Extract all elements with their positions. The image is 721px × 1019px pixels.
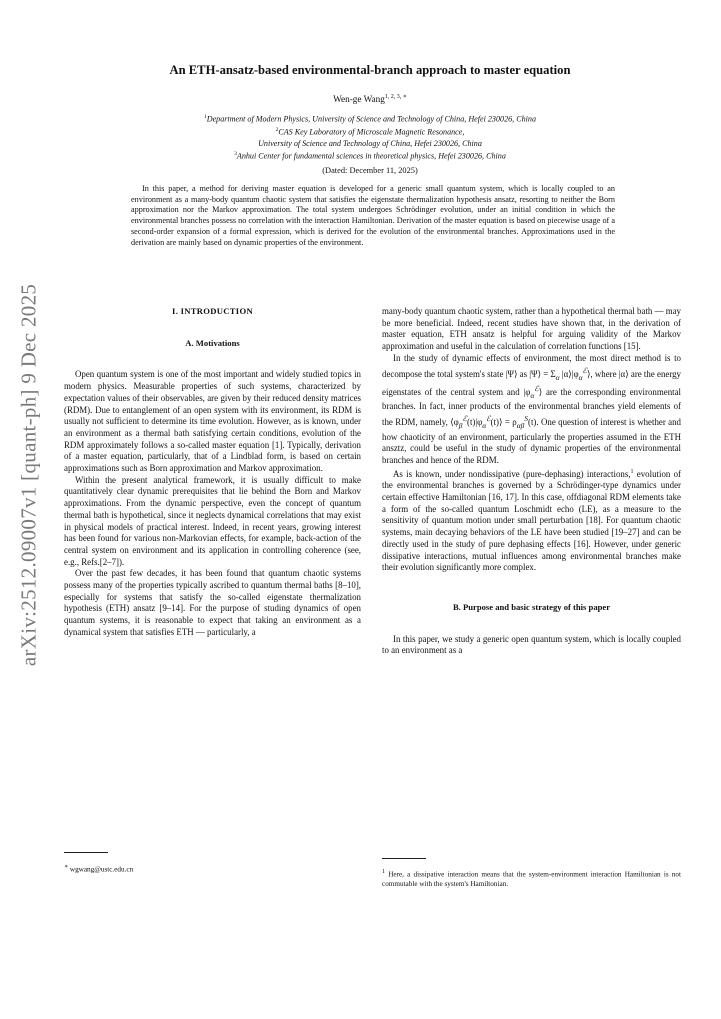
left-column [64, 306, 361, 639]
paragraph-6: As is known, under nondissipative (pure-dephasing) interactions,$^1$ evolution of the environmental branches is governed by a Schrödinger-type dynamics under certain effective Hamiltonian [16, 17]. In this case, offdiagonal RDM elements take a form of the so-called quantum Loschmidt echo (LE), as a measure to the sensitivity of quantum motion under small perturbation [18]. For quantum chaotic systems, main decaying behaviors of the LE have been studied [19–27] and can be directly used in the study of pure dephasing effects [16]. However, under generic dissipative interactions, mutual influences among environmental branches make their evolution significantly more complex. [382, 468, 681, 573]
affiliation-2: $^2$CAS Key Laboratory of Microscale Magnetic Resonance, [275, 126, 465, 137]
footnote-marker: 1 [630, 468, 634, 475]
affiliations [60, 112, 680, 161]
date-line: (Dated: December 11, 2025) [322, 166, 418, 175]
abstract: In this paper, a method for deriving master equation is developed for a generic small quantum system, which is locally coupled to an environment as a many-body quantum chaotic system that satisfies the eigenstate thermalization hypothesis ansatz, resorting to neither the Born approximation nor the Markov approximation. The total system undergoes Schrödinger evolution, under an initial condition in which the environmental branches possess no correlation with the interaction Hamiltonian. Derivation of the master equation is based on piecewise usage of a second-order expansion of a formal expression, which is derived for the evolution of the environmental branches. Approximations used in the derivation are mainly based on dynamic properties of the environment. [131, 184, 615, 247]
footnote-rule-left [64, 852, 108, 853]
section-heading-introduction: I. INTRODUCTION [172, 306, 253, 316]
arxiv-stamp [14, 283, 44, 667]
footnote-email: ∗ wgwang@ustc.edu.cn [64, 864, 134, 874]
affiliation-1: $^1$Department of Modern Physics, University of Science and Technology of China, Hefei 230026, China [204, 114, 536, 124]
paragraph-4: many-body quantum chaotic system, rather than a hypothetical thermal bath — may be more beneficial. Indeed, recent studies have shown that, in the derivation of master equation, ETH ansatz is helpful for arguing validity of the Markov approximation and useful in the calculation of correlation functions [15]. [382, 306, 681, 352]
paragraph-3: Over the past few decades, it has been found that quantum chaotic systems possess many of the properties typically ascribed to quantum thermal baths [8–10], especially for systems that satisfy the so-called eigenstate thermalization hypothesis (ETH) ansatz [9–14]. For the purpose of studing dynamics of open quantum systems, it is reasonable to expect that taking an environment as a dynamical system that satisfies ETH — particularly, a [64, 568, 361, 637]
author-marks: 1, 2, 3, ∗ [384, 94, 407, 100]
paragraph-7: In this paper, we study a generic open quantum system, which is locally coupled to an environment as a [382, 633, 681, 656]
affiliation-2-cont: University of Science and Technology of China, Hefei 230026, China [258, 138, 482, 148]
footnote-rule-right [382, 858, 426, 859]
author-line [60, 93, 680, 104]
subsection-heading-purpose: B. Purpose and basic strategy of this paper [452, 601, 611, 612]
paragraph-5: In the study of dynamic effects of environment, the most direct method is to decompose the total system's state |Ψ⟩ as |Ψ⟩ = $\Sigma_\alpha$ $|\alpha⟩|\varphi_\alpha^ℰ⟩$, where |α⟩ are the energy eigenstates of the central system and $|\varphi_\alpha^ℰ⟩$ are the corresponding environmental branches. In fact, inner products of the environmental branches yield elements of the RDM, namely, $⟨\varphi_\beta^ℰ(t)|\varphi_\alpha^ℰ(t)⟩ = \rho_{\alpha\beta}^S(t)$. One question of interest is whether and how chaoticity of an environment, particularly the properties assumed in the ETH ansztz, could be useful in the study of dynamic properties of the environmental branches and hence of the RDM. [382, 352, 681, 465]
author-name: Wen-ge Wang [333, 94, 385, 105]
paper-title: An ETH-ansatz-based environmental-branch approach to master equation [169, 63, 571, 77]
footnote-dissipative: $^1$ Here, a dissipative interaction means that the system-environment interaction Hamiltonian is not commutable with the system's Hamiltonian. [382, 869, 681, 888]
right-column [382, 306, 681, 657]
affiliation-3: $^3$Anhui Center for fundamental sciences in theoretical physics, Hefei 230026, China [234, 150, 506, 161]
subsection-heading-motivations: A. Motivations [185, 337, 240, 348]
paragraph-2: Within the present analytical framework, it is usually difficult to make quantitatively clear dynamic prerequisites that lie behind the Born and Markov approximations. From the dynamic perspective, even the concept of quantum thermal bath is hypothetical, since it neglects dynamical correlations that may exist in physical models of practical interest. Indeed, in recent years, growing interest has been found for various non-Markovian effects, for example, back-action of the central system on environment and its application in controlling coherence (see, e.g., Refs.[2–7]). [64, 474, 361, 567]
paragraph-1: Open quantum system is one of the most important and widely studied topics in modern physics. Measurable properties of such systems, characterized by expectation values of their observables, are given by their reduced density matrices (RDM). Due to entanglement of an open system with its environment, its RDM is usually not sufficient to determine its time evolution. However, as is known, under an environment as a thermal bath satisfying certain conditions, evolution of the RDM approximately follows a so-called master equation [1]. Typically, derivation of a master equation, particularly, that of a Lindblad form, is based on certain approximations such as Born approximation and Markov approximation. [64, 369, 361, 474]
arxiv-identifier: arXiv:2512.09007v1 [quant-ph] 9 Dec 2025 [16, 283, 41, 667]
